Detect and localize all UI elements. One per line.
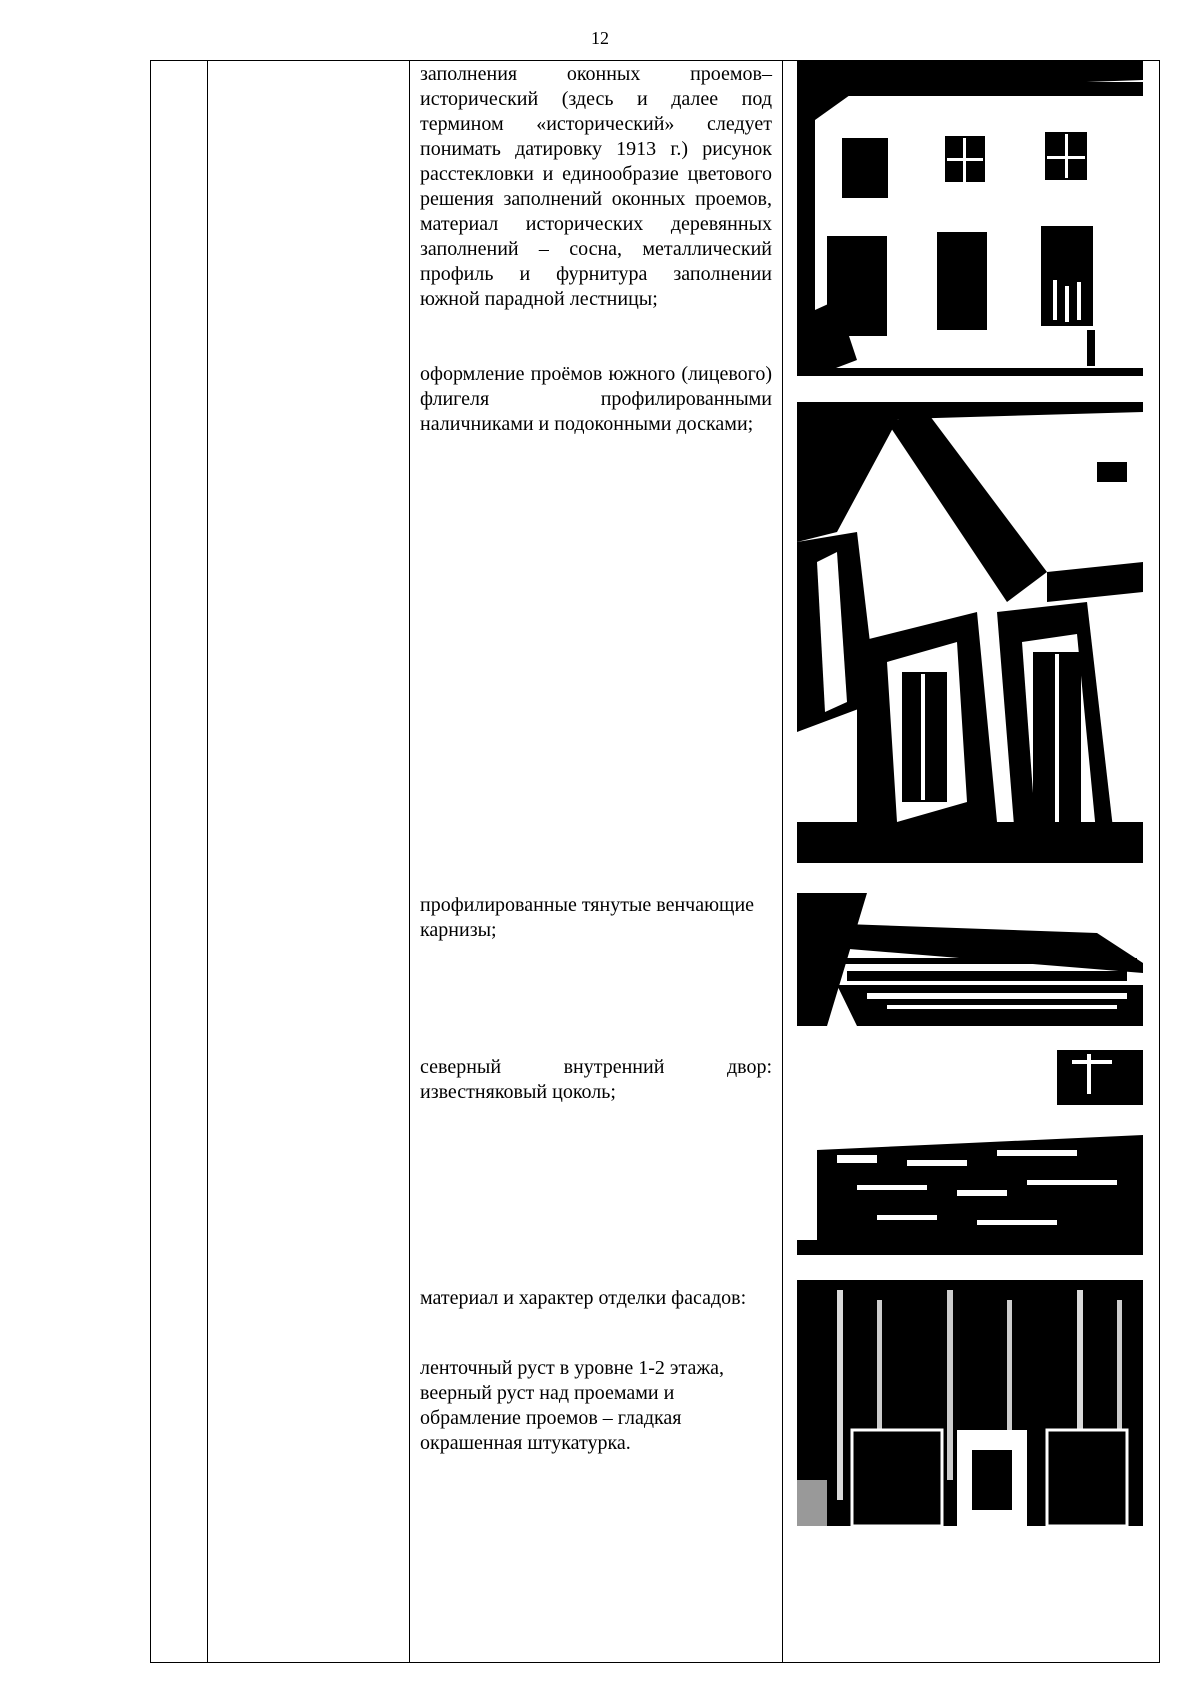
item-text: ленточный руст в уровне 1-2 этажа, веерный руст над проемами и обрамление проемов – гладкая окрашенная штукатурка. [420,1357,725,1454]
cornice-photo [797,893,1143,1026]
column-divider [409,61,410,1662]
facade-windows-photo [797,60,1143,376]
item-text: материал и характер отделки фасадов: [420,1287,747,1309]
plinth-photo [797,1050,1143,1255]
item-text: заполнения оконных проемов– исторический (здесь и далее под термином «исторический» следует понимать датировку 1913 г.) рисунок расстекловки и единообразие цветового решения заполнений оконных проемов, материал исторических деревянных заполнений – сосна, металлический профиль и фурнитура заполнении южной парадной лестницы; [420,63,772,310]
window-surround-photo [797,402,1143,863]
item-text: северный внутренний двор: известняковый цоколь; [420,1056,772,1103]
item-text: профилированные тянутые венчающие карнизы; [420,894,755,941]
rusticated-facade-photo [797,1280,1143,1526]
item-text: оформление проёмов южного (лицевого) флигеля профилированными наличниками и подоконными досками; [420,363,772,435]
column-divider [782,61,783,1662]
column-divider [207,61,208,1662]
page-number: 12 [591,28,609,48]
